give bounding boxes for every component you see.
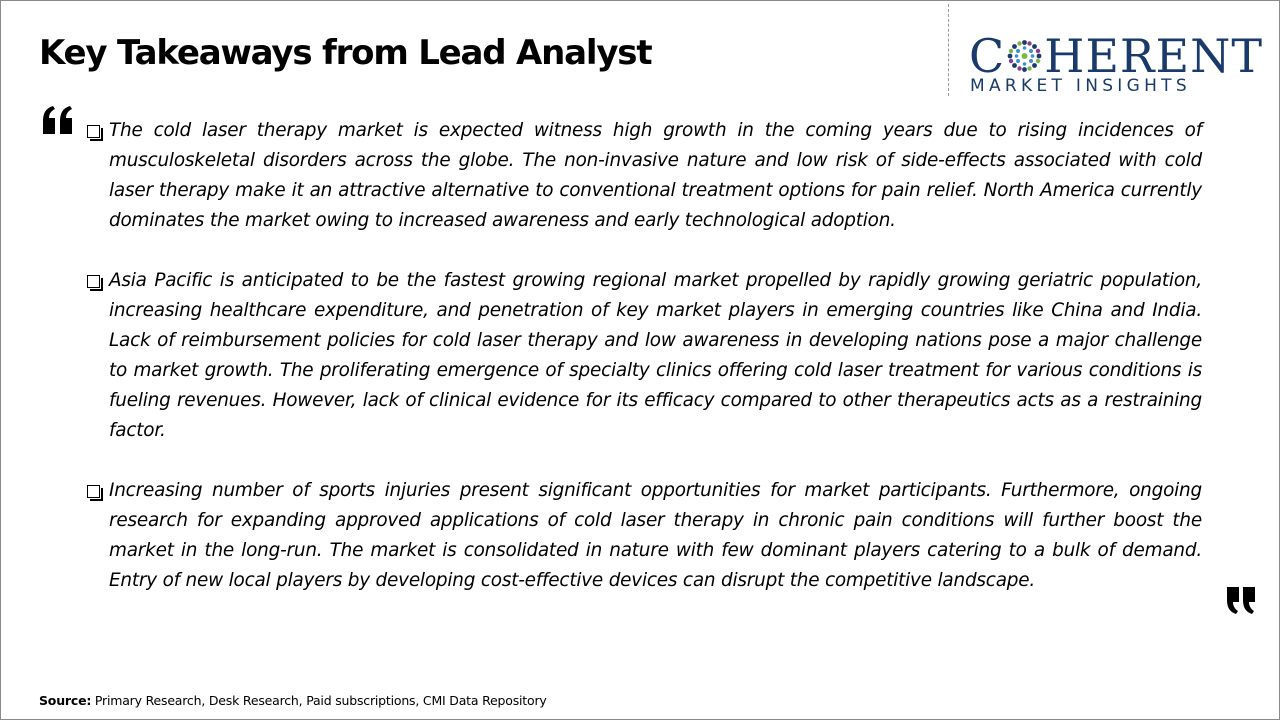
open-quote-icon [40, 104, 76, 136]
takeaway-text: Asia Pacific is anticipated to be the fastest growing regional market propelled by rapidly growing geriatric population, increasing healthcare expenditure, and penetration of key market players in emerging countries like China and India. Lack of reimbursement policies for cold laser therapy and low awareness in developing nations pose a major challenge to market growth. The proliferating emergence of specialty clinics offering cold laser treatment for various conditions is fueling revenues. However, lack of clinical evidence for its efficacy compared to other therapeutics acts as a restraining factor. [109, 270, 1202, 441]
takeaways-list [87, 116, 1202, 596]
logo-divider [948, 4, 949, 96]
takeaway-item [87, 116, 1202, 236]
coherent-logo [966, 26, 1266, 102]
checkbox-bullet-icon [87, 485, 100, 498]
slide-title: Key Takeaways from Lead Analyst [39, 33, 652, 73]
logo-word-end: HERENT [1044, 29, 1264, 83]
source-label: Source: [39, 693, 92, 708]
close-quote-icon [1225, 586, 1259, 616]
takeaway-item [87, 266, 1202, 446]
source-note [39, 693, 547, 708]
takeaway-item [87, 476, 1202, 596]
checkbox-bullet-icon [87, 275, 100, 288]
checkbox-bullet-icon [87, 125, 100, 138]
source-text: Primary Research, Desk Research, Paid subscriptions, CMI Data Repository [91, 693, 547, 708]
logo-dot-o-icon [1006, 39, 1043, 73]
logo-word-start: C [969, 29, 1006, 83]
logo-subtitle: MARKET INSIGHTS [970, 76, 1191, 96]
takeaway-text: Increasing number of sports injuries present significant opportunities for market participants. Furthermore, ongoing research for expanding approved applications of cold laser therapy in chronic pain conditions will further boost the market in the long-run. The market is consolidated in nature with few dominant players catering to a bulk of demand. Entry of new local players by developing cost-effective devices can disrupt the competitive landscape. [109, 480, 1202, 591]
takeaway-text: The cold laser therapy market is expected witness high growth in the coming years due to rising incidences of musculoskeletal disorders across the globe. The non-invasive nature and low risk of side-effects associated with cold laser therapy make it an attractive alternative to conventional treatment options for pain relief. North America currently dominates the market owing to increased awareness and early technological adoption. [109, 120, 1202, 231]
